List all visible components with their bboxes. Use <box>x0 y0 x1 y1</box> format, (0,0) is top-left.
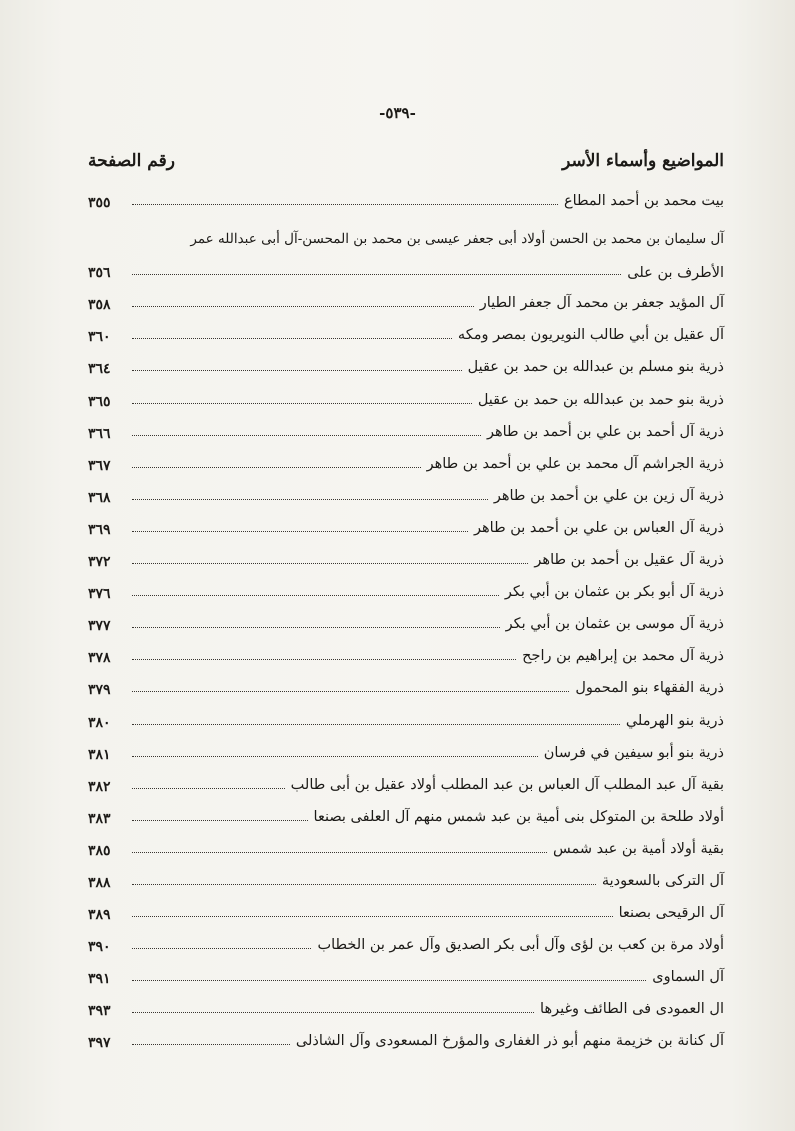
toc-entry-page: ٣٩٠ <box>88 939 111 956</box>
dot-leader <box>132 369 462 371</box>
toc-entry-page: ٣٩١ <box>88 971 111 988</box>
toc-entry <box>88 799 724 831</box>
toc-entry-title: ذرية بنو مسلم بن عبدالله بن حمد بن عقيل <box>467 359 724 376</box>
toc-entry-page: ٣٦٠ <box>88 329 111 346</box>
toc-entry <box>88 927 724 959</box>
dot-leader <box>132 979 646 981</box>
toc-entry-page: ٣٩٣ <box>88 1003 111 1020</box>
toc-entry <box>88 574 724 606</box>
toc-entry-page: ٣٨٥ <box>88 842 111 859</box>
dot-leader <box>132 851 547 853</box>
dot-leader <box>132 530 468 532</box>
toc-entry-title: ذرية الجراشم آل محمد بن علي بن أحمد بن طاهر <box>426 455 724 472</box>
dot-leader <box>132 273 621 275</box>
toc-entry <box>88 253 724 285</box>
toc-entry-title: ذرية آل محمد بن إبراهيم بن راجح <box>522 648 724 665</box>
toc-entry-page: ٣٨٨ <box>88 874 111 891</box>
dot-leader <box>132 1011 534 1013</box>
toc-entry <box>88 1023 724 1055</box>
toc-entry-title: ذرية آل زين بن علي بن أحمد بن طاهر <box>493 487 724 504</box>
toc-entry-title: آل عقيل بن أبي طالب النويريون بمصر ومكه <box>457 327 724 344</box>
toc-entry-page: ٣٦٤ <box>88 361 111 378</box>
toc-entry-title: ذرية آل عقيل بن أحمد بن طاهر <box>534 552 724 569</box>
dot-leader <box>132 434 481 436</box>
toc-entry-title: آل كنانة بن خزيمة منهم أبو ذر الغفارى والمؤرخ المسعودى وآل الشاذلى <box>295 1033 724 1050</box>
toc-entry-page: ٣٨٢ <box>88 778 111 795</box>
dot-leader <box>132 947 311 949</box>
toc-entry-title: بقية أولاد أمية بن عبد شمس <box>553 840 724 857</box>
toc-entry-title: ذرية آل أبو بكر بن عثمان بن أبي بكر <box>504 584 724 601</box>
dot-leader <box>132 562 528 564</box>
toc-entry-page: ٣٥٦ <box>88 265 111 282</box>
page-column-heading: رقم الصفحة <box>88 151 175 171</box>
toc-entry-title: ذرية آل العباس بن علي بن أحمد بن طاهر <box>474 519 724 536</box>
toc-entry-title: أولاد مرة بن كعب بن لؤى وآل أبى بكر الصديق وآل عمر بن الخطاب <box>317 937 724 954</box>
dot-leader <box>132 723 620 725</box>
toc-entry-title: ذرية آل أحمد بن علي بن أحمد بن طاهر <box>486 423 724 440</box>
dot-leader <box>132 466 421 468</box>
toc-entry-page: ٣٦٦ <box>88 425 111 442</box>
toc-entry-title: أولاد طلحة بن المتوكل بنى أمية بن عبد شمس منهم آل العلفى بصنعا <box>313 808 724 825</box>
dot-leader <box>132 787 285 789</box>
dot-leader <box>132 305 474 307</box>
table-of-contents <box>88 183 724 1055</box>
toc-entry-page: ٣٦٨ <box>88 489 111 506</box>
toc-entry <box>88 542 724 574</box>
toc-entry <box>88 215 724 253</box>
toc-entry-page: ٣٨٩ <box>88 907 111 924</box>
toc-entry <box>88 767 724 799</box>
toc-entry-page: ٣٧٨ <box>88 650 111 667</box>
dot-leader <box>132 755 538 757</box>
page-number: -٥٣٩- <box>379 104 416 122</box>
toc-entry-title: ذرية بنو حمد بن عبدالله بن حمد بن عقيل <box>477 391 724 408</box>
toc-entry-title: بيت محمد بن أحمد المطاع <box>563 193 724 210</box>
dot-leader <box>132 883 596 885</box>
toc-entry <box>88 446 724 478</box>
toc-entry-page: ٣٧٧ <box>88 618 111 635</box>
toc-entry-title: ذرية بنو الهرملي <box>625 712 724 729</box>
toc-entry <box>88 959 724 991</box>
toc-entry-page: ٣٨٠ <box>88 714 111 731</box>
dot-leader <box>132 915 613 917</box>
toc-entry <box>88 895 724 927</box>
dot-leader <box>132 819 308 821</box>
dot-leader <box>132 690 569 692</box>
toc-entry <box>88 285 724 317</box>
toc-entry-page: ٣٦٥ <box>88 393 111 410</box>
dot-leader <box>132 337 452 339</box>
toc-entry-page: ٣٧٢ <box>88 554 111 571</box>
toc-entry-page: ٣٦٩ <box>88 521 111 538</box>
toc-entry-page: ٣٥٨ <box>88 297 111 314</box>
dot-leader <box>132 402 472 404</box>
toc-entry <box>88 735 724 767</box>
toc-entry <box>88 863 724 895</box>
dot-leader <box>132 594 499 596</box>
topics-column-heading: المواضيع وأسماء الأسر <box>562 151 724 171</box>
toc-entry <box>88 702 724 734</box>
toc-entry-title: آل السماوى <box>652 969 724 986</box>
toc-entry-title: ذرية بنو أبو سيفين في فرسان <box>543 744 724 761</box>
toc-entry <box>88 670 724 702</box>
toc-entry-title: ذرية الفقهاء بنو المحمول <box>575 680 724 697</box>
toc-entry-page: ٣٨١ <box>88 746 111 763</box>
toc-entry-page: ٣٨٣ <box>88 810 111 827</box>
toc-entry-title: ذرية آل موسى بن عثمان بن أبي بكر <box>505 616 724 633</box>
toc-entry-title: آل المؤيد جعفر بن محمد آل جعفر الطيار <box>479 295 724 312</box>
toc-entry-title: آل الرقيحى بصنعا <box>618 905 724 922</box>
toc-entry <box>88 414 724 446</box>
toc-entry <box>88 478 724 510</box>
toc-entry <box>88 831 724 863</box>
dot-leader <box>132 1043 290 1045</box>
toc-entry-page: ٣٦٧ <box>88 457 111 474</box>
toc-entry-title: بقية آل عبد المطلب آل العباس بن عبد المطلب أولاد عقيل بن أبى طالب <box>290 776 724 793</box>
toc-entry-title: ال العمودى فى الطائف وغيرها <box>540 1001 724 1018</box>
toc-entry-page: ٣٧٦ <box>88 586 111 603</box>
toc-entry <box>88 510 724 542</box>
toc-entry-title: آل سليمان بن محمد بن الحسن أولاد أبى جعفر عيسى بن محمد بن المحسن-آل أبى عبدالله عمر <box>190 231 724 248</box>
toc-entry <box>88 381 724 413</box>
toc-entry-page: ٣٥٥ <box>88 195 111 212</box>
toc-entry <box>88 317 724 349</box>
toc-entry-page: ٣٧٩ <box>88 682 111 699</box>
dot-leader <box>132 203 558 205</box>
toc-entry <box>88 606 724 638</box>
toc-entry-title: الأطرف بن على <box>627 265 724 282</box>
dot-leader <box>132 626 500 628</box>
toc-entry-page: ٣٩٧ <box>88 1035 111 1052</box>
toc-entry <box>88 638 724 670</box>
toc-entry <box>88 349 724 381</box>
dot-leader <box>132 498 488 500</box>
toc-entry-title: آل التركى بالسعودية <box>601 872 724 889</box>
toc-entry <box>88 183 724 215</box>
toc-header <box>88 151 724 177</box>
dot-leader <box>132 658 516 660</box>
toc-entry <box>88 991 724 1023</box>
